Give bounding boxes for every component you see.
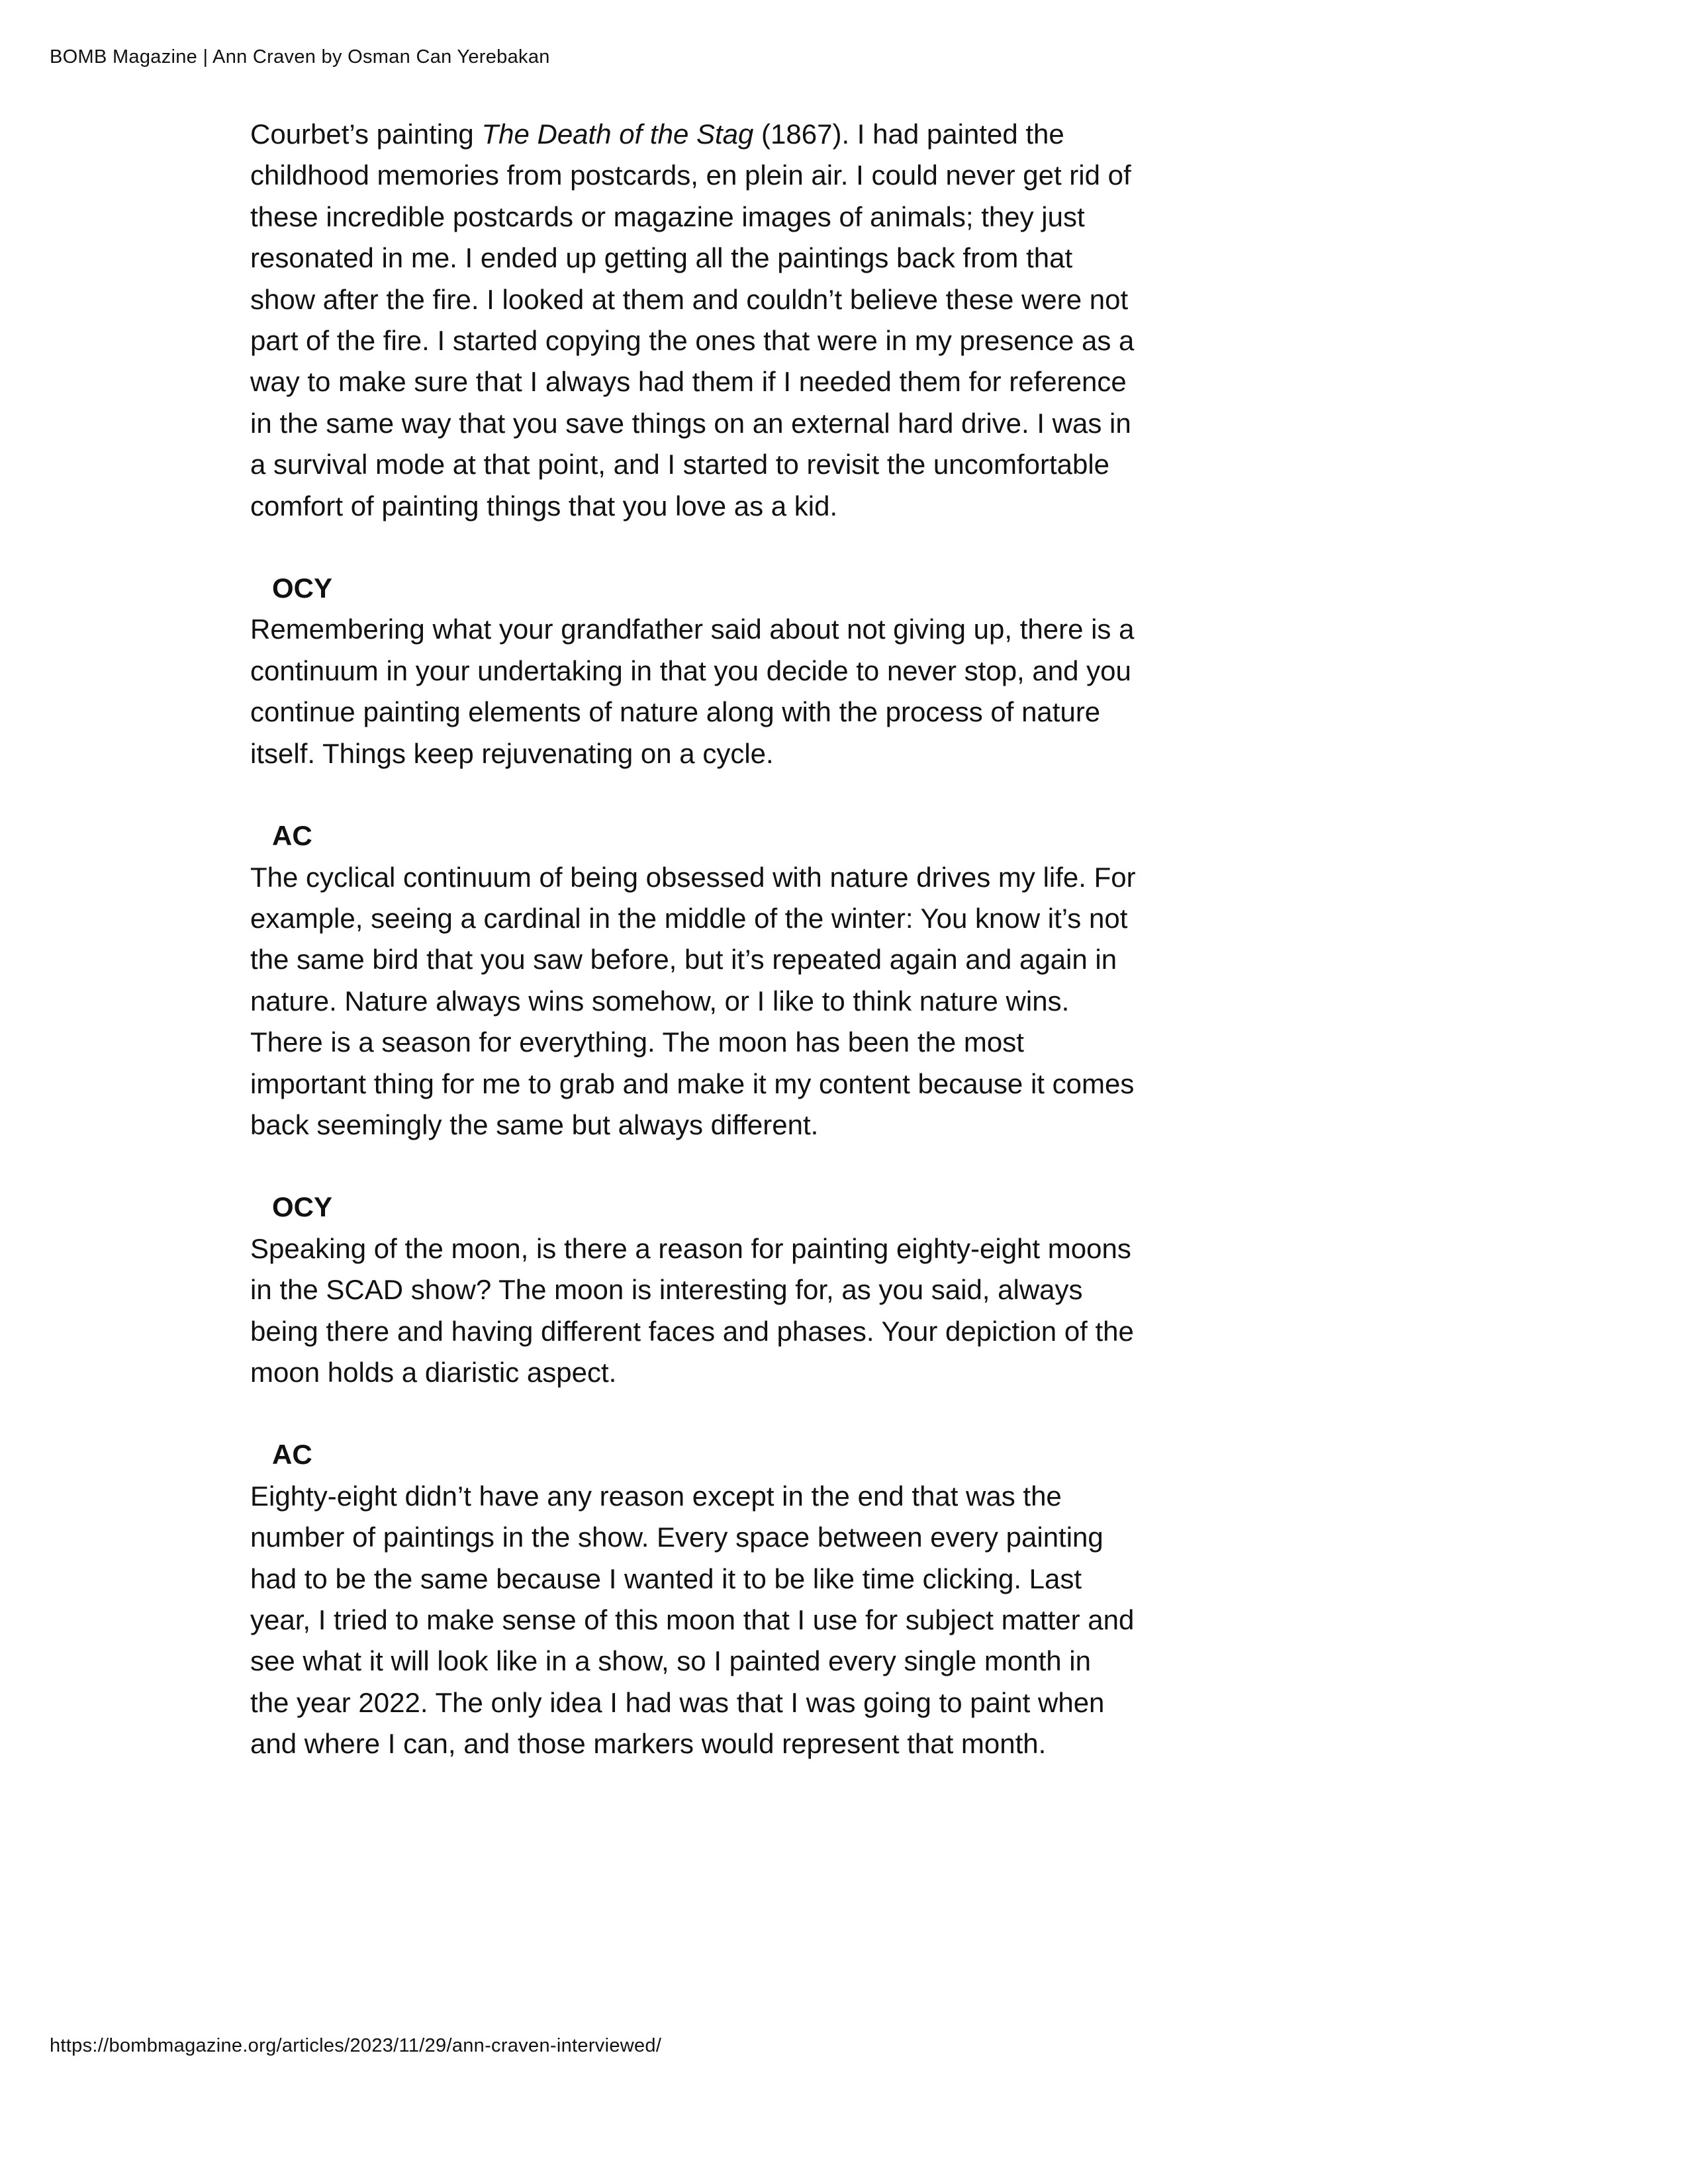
exchange-2 <box>250 815 1137 1146</box>
exchange-text: Remembering what your grandfather said about not giving up, there is a continuum in your undertaking in that you decide to never stop, and you continue painting elements of nature along with the process of nature itself. Things keep rejuvenating on a cycle. <box>250 614 1135 769</box>
speaker-label: AC <box>272 1439 312 1471</box>
exchange-3 <box>250 1187 1137 1393</box>
intro-paragraph <box>250 114 1137 527</box>
article-body <box>250 114 1137 1806</box>
exchange-text: Speaking of the moon, is there a reason for painting eighty-eight moons in the SCAD show? The moon is interesting for, as you said, always being there and having different faces and phases. Your depiction of the moon holds a diaristic aspect. <box>250 1232 1134 1388</box>
intro-text-before: Courbet’s painting <box>250 118 482 150</box>
speaker-label: AC <box>272 820 312 852</box>
exchange-text: The cyclical continuum of being obsessed with nature drives my life. For example, seeing a cardinal in the middle of the winter: You know it’s not the same bird that you saw before, but it’s repeated again and again in nature. Nature always wins somehow, or I like to think nature wins. There is a season for everything. The moon has been the most important thing for me to grab and make it my content because it comes back seemingly the same but always different. <box>250 861 1136 1140</box>
speaker-label: OCY <box>272 1191 333 1223</box>
speaker-label: OCY <box>272 572 333 604</box>
exchange-1 <box>250 568 1137 774</box>
exchange-4 <box>250 1434 1137 1764</box>
page-footer-url: https://bombmagazine.org/articles/2023/11/29/ann-craven-interviewed/ <box>50 2035 662 2056</box>
page-header-title: BOMB Magazine | Ann Craven by Osman Can Yerebakan <box>50 46 550 68</box>
exchange-text: Eighty-eight didn’t have any reason except in the end that was the number of paintings in the show. Every space between every painting had to be the same because I wanted it to be like time clicking. Last year, I tried to make sense of this moon that I use for subject matter and see what it will look like in a show, so I painted every single month in the year 2022. The only idea I had was that I was going to paint when and where I can, and those markers would represent that month. <box>250 1480 1135 1760</box>
intro-text-after: (1867). I had painted the childhood memories from postcards, en plein air. I could never get rid of these incredible postcards or magazine images of animals; they just resonated in me. I ended up getting all the paintings back from that show after the fire. I looked at them and couldn’t believe these were not part of the fire. I started copying the ones that were in my presence as a way to make sure that I always had them if I needed them for reference in the same way that you save things on an external hard drive. I was in a survival mode at that point, and I started to revisit the uncomfortable comfort of painting things that you love as a kid. <box>250 118 1135 522</box>
artwork-title: The Death of the Stag <box>481 118 754 150</box>
